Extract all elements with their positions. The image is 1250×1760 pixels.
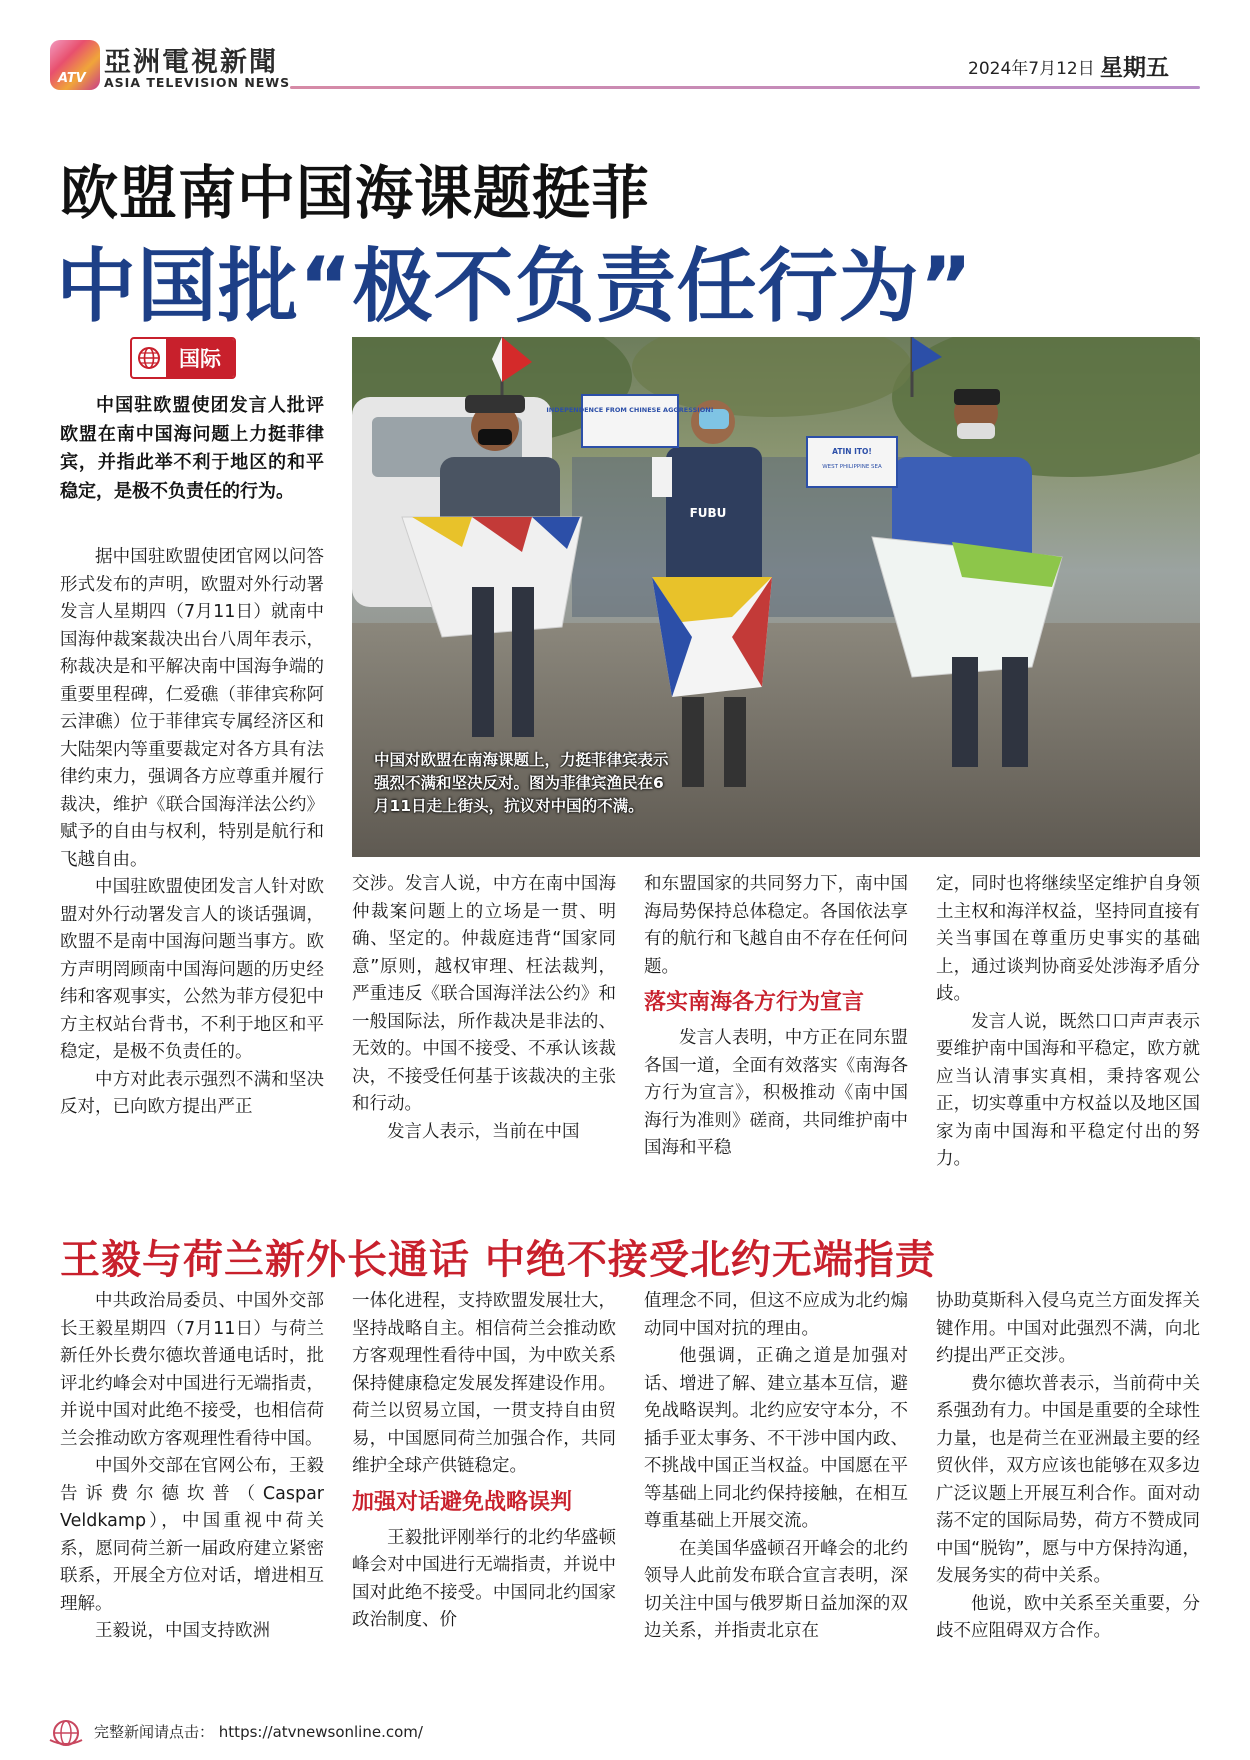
article1-column-2 (352, 871, 616, 1146)
logo-text: ATV (58, 71, 86, 86)
article2-paragraph: 中国外交部在官网公布，王毅告诉费尔德坎普（Caspar Veldkamp），中国重视中荷关系，愿同荷兰新一届政府建立紧密联系，开展全方位对话，增进相互理解。 (60, 1456, 324, 1614)
article1-paragraph: 据中国驻欧盟使团官网以问答形式发布的声明，欧盟对外行动署发言人星期四（7月11日）就南中国海仲裁案裁决出台八周年表示，称裁决是和平解决南中国海争端的重要里程碑，仁爱礁（菲律宾称阿云津礁）位于菲律宾专属经济区和大陆架内等重要裁定对各方具有法律约束力，强调各方应尊重并履行裁决，维护《联合国海洋法公约》赋予的自由与权利，特别是航行和飞越自由。 (60, 547, 324, 870)
section-badge (130, 337, 236, 379)
sign-independence: INDEPENDENCE FROM CHINESE AGGRESSION! (546, 406, 714, 414)
article1-paragraph: 和东盟国家的共同努力下，南中国海局势保持总体稳定。各国依法享有的航行和飞越自由不存在任何问题。 (644, 874, 908, 977)
article2-paragraph: 他说，欧中关系至关重要，分歧不应阻碍双方合作。 (936, 1593, 1200, 1641)
article2-paragraph: 中共政治局委员、中国外交部长王毅星期四（7月11日）与荷兰新任外长费尔德坎普通电话时，批评北约峰会对中国进行无端指责，并说中国对此绝不接受，也相信荷兰会推动欧方客观理性看待中国。 (60, 1291, 324, 1449)
article2-paragraph: 王毅批评刚举行的北约华盛顿峰会对中国进行无端指责，并说中国对此绝不接受。中国同北约国家政治制度、价 (352, 1527, 616, 1630)
photo-caption: 中国对欧盟在南海课题上，力挺菲律宾表示强烈不满和坚决反对。图为菲律宾渔民在6月11日走上街头，抗议对中国的不满。 (374, 751, 669, 815)
footer-url-link[interactable]: https://atvnewsonline.com/ (218, 1723, 423, 1741)
article1-column-3 (644, 871, 908, 1163)
article2-paragraph: 在美国华盛顿召开峰会的北约领导人此前发布联合宣言表明，深切关注中国与俄罗斯日益加深的双边关系，并指责北京在 (644, 1538, 908, 1641)
article2-paragraph: 一体化进程，支持欧盟发展壮大，坚持战略自主。相信荷兰会推动欧方客观理性看待中国，为中欧关系保持健康稳定发展发挥建设作用。荷兰以贸易立国，一贯支持自由贸易，中国愿同荷兰加强合作，共同维护全球产供链稳定。 (352, 1291, 616, 1476)
article1-paragraph: 定，同时也将继续坚定维护自身领土主权和海洋权益，坚持同直接有关当事国在尊重历史事实的基础上，通过谈判协商妥处涉海矛盾分歧。 (936, 874, 1200, 1004)
shirt-text: FUBU (689, 506, 727, 520)
globe-icon (132, 339, 166, 377)
section-badge-label: 国际 (166, 339, 234, 377)
article2-column-3 (644, 1288, 908, 1646)
atv-logo (50, 40, 100, 90)
footer-label: 完整新闻请点击： (94, 1723, 215, 1741)
article2-paragraph: 他强调，正确之道是加强对话、增进了解、建立基本互信，避免战略误判。北约应安守本分，不插手亚太事务、不干涉中国内政、不挑战中国正当权益。中国愿在平等基础上同北约保持接触，在相互尊重基础上开展交流。 (644, 1346, 908, 1531)
article1-paragraph: 发言人表明，中方正在同东盟各国一道，全面有效落实《南海各方行为宣言》，积极推动《南中国海行为准则》磋商，共同维护南中国海和平稳 (644, 1028, 908, 1158)
article1-paragraph: 交涉。发言人说，中方在南中国海仲裁案问题上的立场是一贯、明确、坚定的。仲裁庭违背“国家同意”原则，越权审理、枉法裁判，严重违反《联合国海洋法公约》和一般国际法，所作裁决是非法的、无效的。中国不接受、不承认该裁决，不接受任何基于该裁决的主张和行动。 (352, 874, 616, 1114)
article2-column-1 (60, 1288, 324, 1646)
article2-paragraph: 协助莫斯科入侵乌克兰方面发挥关键作用。中国对此强烈不满，向北约提出严正交涉。 (936, 1291, 1200, 1366)
footer-link-row[interactable] (94, 1721, 423, 1742)
footer-logo-icon (48, 1718, 84, 1748)
article1-paragraph: 发言人表示，当前在中国 (387, 1121, 580, 1142)
brand-name-english: ASIA TELEVISION NEWS (104, 75, 291, 90)
article2-paragraph: 值理念不同，但这不应成为北约煽动同中国对抗的理由。 (644, 1291, 908, 1339)
article2-column-4 (936, 1288, 1200, 1646)
article2-paragraph: 费尔德坎普表示，当前荷中关系强劲有力。中国是重要的全球性力量，也是荷兰在亚洲最主要的经贸伙伴，双方应该也能够在双多边广泛议题上开展互利合作。面对动荡不定的国际局势，荷方不赞成同中国“脱钩”，愿与中方保持沟通，发展务实的荷中关系。 (936, 1373, 1200, 1586)
article1-lead: 中国驻欧盟使团发言人批评欧盟在南中国海问题上力挺菲律宾，并指此举不利于地区的和平稳定，是极不负责任的行为。 (60, 395, 324, 502)
issue-weekday: 星期五 (1100, 55, 1169, 81)
article1-paragraph: 发言人说，既然口口声声表示要维护南中国海和平稳定，欧方就应当认清事实真相，秉持客观公正，切实尊重中方权益以及地区国家为南中国海和平稳定付出的努力。 (936, 1011, 1200, 1169)
brand-name-chinese: 亞洲電視新聞 (104, 47, 278, 78)
sign-atin-ito: ATIN ITO! (832, 447, 872, 456)
issue-date: 2024年7月12日 (968, 59, 1095, 79)
header-divider (290, 86, 1200, 89)
article1-headline-line1: 欧盟南中国海课题挺菲 (60, 159, 651, 227)
article1-column-4 (936, 871, 1200, 1174)
article1-headline-line2: 中国批“极不负责任行为” (56, 240, 974, 333)
protest-photo (352, 337, 1200, 857)
article2-paragraph: 王毅说，中国支持欧洲 (95, 1621, 270, 1641)
article2-headline: 王毅与荷兰新外长通话 中绝不接受北约无端指责 (60, 1237, 936, 1283)
article2-subheading: 加强对话避免战略误判 (352, 1489, 573, 1515)
article1-paragraph: 中方对此表示强烈不满和坚决反对，已向欧方提出严正 (60, 1069, 324, 1117)
article2-column-2 (352, 1288, 616, 1635)
sign-west-philippine-sea: WEST PHILIPPINE SEA (822, 464, 882, 470)
article1-paragraph: 中国驻欧盟使团发言人针对欧盟对外行动署发言人的谈话强调，欧盟不是南中国海问题当事方。欧方声明罔顾南中国海问题的历史经纬和客观事实，公然为菲方侵犯中方主权站台背书，不利于地区和平稳定，是极不负责任的。 (60, 877, 324, 1062)
article1-subheading: 落实南海各方行为宣言 (644, 990, 865, 1015)
article1-column-1 (60, 544, 324, 1122)
